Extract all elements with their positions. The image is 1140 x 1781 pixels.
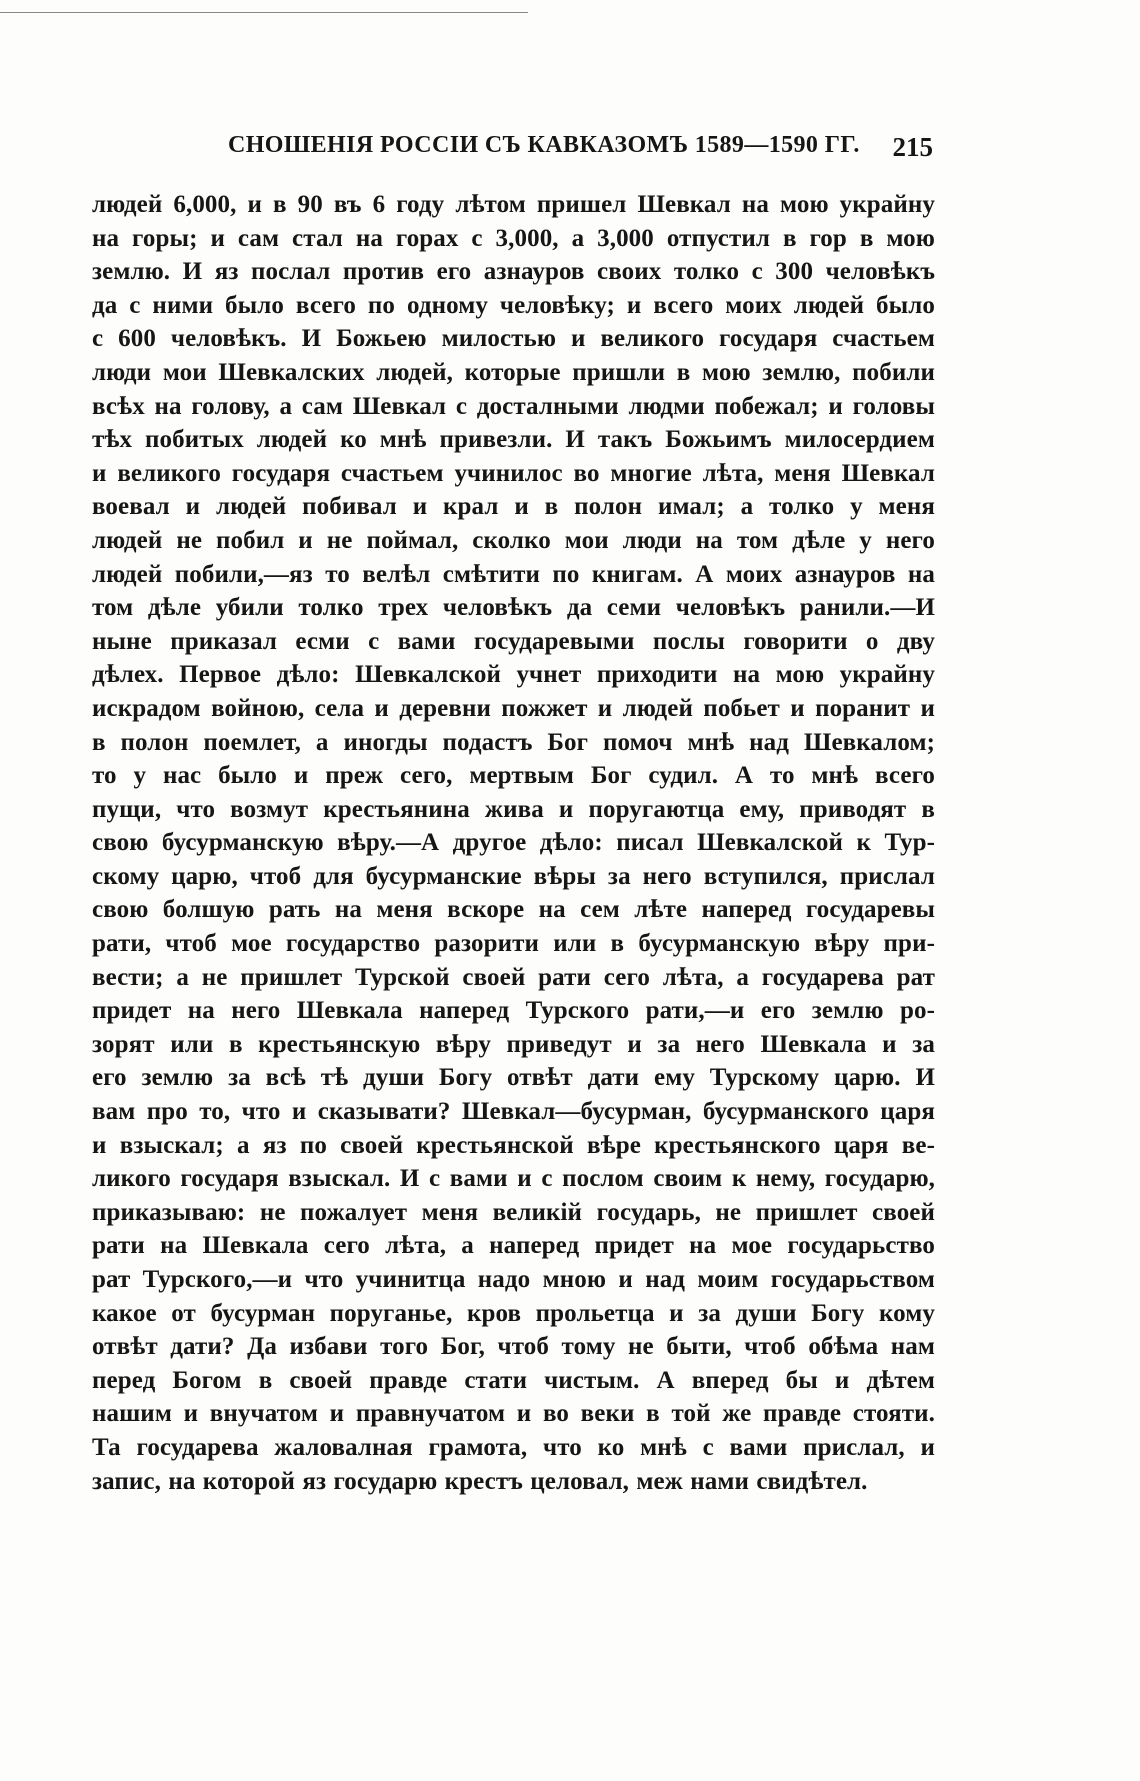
text-line: рати, чтоб мое государство разорити или в бусурманскую вѣру при-: [92, 930, 935, 958]
text-line: ликого государя взыскал. И с вами и с послом своим к нему, государю,: [92, 1165, 935, 1193]
text-line: ныне приказал есми с вами государевыми послы говорити о дву: [92, 627, 935, 655]
text-line: свою бусурманскую вѣру.—А другое дѣло: писал Шевкалской к Тур-: [92, 829, 935, 857]
text-line: перед Богом в своей правде стати чистым. А вперед бы и дѣтем: [92, 1366, 935, 1394]
text-line: зорят или в крестьянскую вѣру приведут и за него Шевкала и за: [92, 1030, 935, 1058]
text-line: людей не побил и не поймал, сколко мои люди на том дѣле у него: [92, 526, 935, 554]
text-line: искрадом войною, села и деревни пожжет и людей побьет и поранит и: [92, 694, 935, 722]
text-line: людей 6,000, и в 90 въ 6 году лѣтом пришел Шевкал на мою украйну: [92, 191, 935, 218]
text-line: рати на Шевкала сего лѣта, а наперед придет на мое государьство: [92, 1232, 935, 1260]
text-line: придет на него Шевкала наперед Турского рати,—и его землю ро-: [92, 997, 935, 1025]
text-line: и великого государя счастьем учинилос во многие лѣта, меня Шевкал: [92, 459, 935, 487]
body-text: [92, 188, 935, 1498]
text-line: да с ними было всего по одному человѣку; и всего моих людей было: [92, 291, 935, 319]
text-line: вести; а не пришлет Турской своей рати сего лѣта, а государева рат: [92, 963, 935, 991]
text-line: запис, на которой яз государю крестъ целовал, меж нами свидѣтел.: [92, 1467, 868, 1495]
text-line: пущи, что возмут крестьянина жива и поругаютца ему, приводят в: [92, 795, 935, 823]
text-line: людей побили,—яз то велѣл смѣтити по книгам. А моих азнауров на: [92, 560, 935, 588]
text-line: люди мои Шевкалских людей, которые пришли в мою землю, побили: [92, 358, 935, 386]
text-line: приказываю: не пожалует меня великiй государь, не пришлет своей: [92, 1198, 935, 1226]
text-line: воевал и людей побивал и крал и в полон имал; а толко у меня: [92, 493, 935, 521]
running-head: [228, 132, 933, 168]
text-line: в полон поемлет, а иногды подастъ Бог помоч мнѣ над Шевкалом;: [92, 728, 935, 756]
text-line: нашим и внучатом и правнучатом и во веки в той же правде стояти.: [92, 1400, 935, 1428]
text-line: Та государева жаловалная грамота, что ко мнѣ с вами прислал, и: [92, 1433, 935, 1461]
text-line: с 600 человѣкъ. И Божьею милостью и великого государя счастьем: [92, 325, 935, 353]
text-line: рат Турского,—и что учинитца надо мною и над моим государьством: [92, 1266, 935, 1293]
text-line: отвѣт дати? Да избави того Бог, чтоб тому не быти, чтоб обѣма нам: [92, 1333, 935, 1361]
text-line: то у нас было и преж сего, мертвым Бог судил. А то мнѣ всего: [92, 762, 935, 790]
running-title: СНОШЕНIЯ РОССIИ СЪ КАВКАЗОМЪ 1589—1590 ГГ.: [228, 132, 860, 158]
text-line: на горы; и сам стал на горах с 3,000, а 3,000 отпустил в гор в мою: [92, 224, 935, 252]
text-line: его землю за всѣ тѣ души Богу отвѣт дати ему Турскому царю. И: [92, 1064, 935, 1092]
text-line: какое от бусурман поруганье, кров прольетца и за души Богу кому: [92, 1299, 935, 1327]
page-number: 215: [892, 132, 933, 162]
text-line: всѣх на голову, а сам Шевкал с досталными людми побежал; и головы: [92, 392, 935, 420]
text-line: скому царю, чтоб для бусурманские вѣры за него вступился, прислал: [92, 862, 935, 890]
text-line: тѣх побитых людей ко мнѣ привезли. И такъ Божьимъ милосердием: [92, 426, 935, 454]
top-rule: [0, 12, 528, 13]
text-line: и взыскал; а яз по своей крестьянской вѣре крестьянского царя ве-: [92, 1131, 935, 1159]
text-line: свою болшую рать на меня вскоре на сем лѣте наперед государевы: [92, 896, 935, 924]
text-line: вам про то, что и сказывати? Шевкал—бусурман, бусурманского царя: [92, 1098, 935, 1126]
text-line: дѣлех. Первое дѣло: Шевкалской учнет приходити на мою украйну: [92, 661, 935, 689]
text-line: землю. И яз послал против его азнауров своих толко с 300 человѣкъ: [92, 258, 935, 286]
text-line: том дѣле убили толко трех человѣкъ да семи человѣкъ ранили.—И: [92, 594, 935, 622]
